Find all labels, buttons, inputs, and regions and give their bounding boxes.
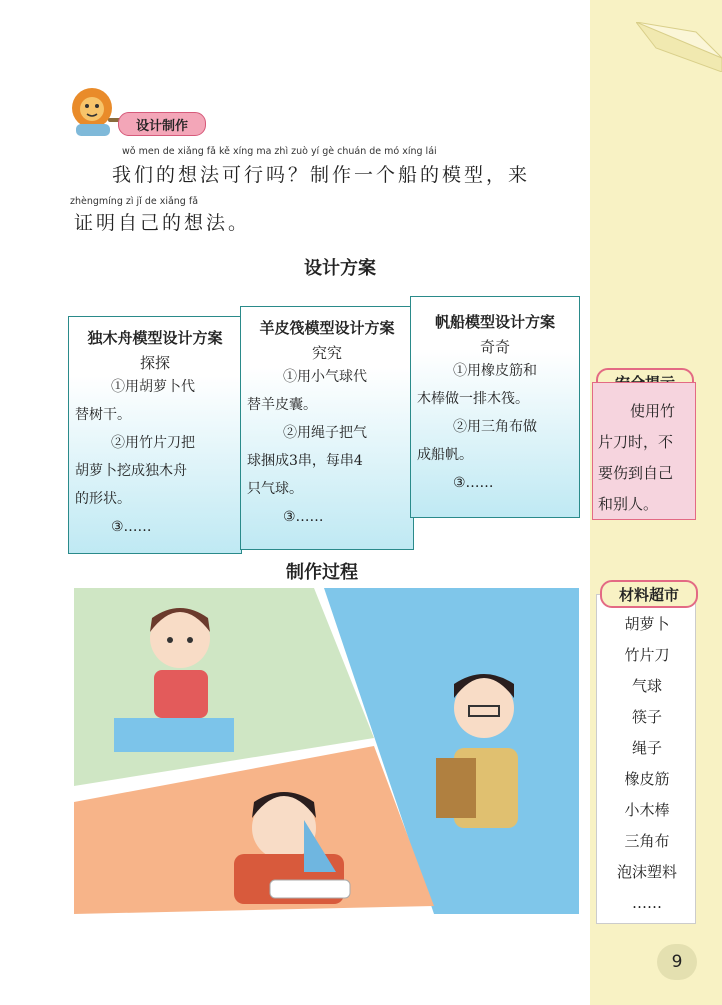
plan-line: ②用绳子把气 [283, 425, 367, 441]
material-item: …… [632, 894, 662, 912]
materials-market-label: 材料超市 [600, 580, 698, 608]
plan-line: 替树干。 [75, 407, 131, 423]
plan-title: 帆船模型设计方案 [434, 313, 555, 331]
materials-market-box [596, 594, 696, 924]
safety-line: 要伤到自己 [598, 464, 674, 482]
plan-line: ①用胡萝卜代 [111, 379, 195, 395]
design-plan-heading: 设计方案 [304, 258, 376, 279]
material-item: 绳子 [631, 739, 662, 757]
plan-line: ①用橡皮筋和 [453, 363, 537, 379]
intro-text-1: 我们的想法可行吗？制作一个船的模型，来 [112, 164, 531, 186]
intro-pinyin-1: wǒ men de xiǎng fǎ kě xíng ma zhì zuò yí gè chuán de mó xíng lái [122, 146, 437, 157]
plan-line: 的形状。 [75, 491, 131, 507]
plan-card-raft [240, 306, 414, 550]
safety-line: 片刀时，不 [598, 433, 674, 451]
plan-line: ③…… [111, 519, 152, 535]
plan-line: 球捆成3串，每串4 [247, 453, 363, 469]
safety-line: 和别人。 [598, 495, 659, 513]
plan-line: 成船帆。 [417, 447, 473, 463]
safety-tips-text [598, 396, 692, 520]
plan-author: 探探 [139, 354, 170, 372]
plan-title: 独木舟模型设计方案 [87, 329, 223, 347]
plan-line: 胡萝卜挖成独木舟 [75, 463, 187, 479]
plan-author: 究究 [311, 344, 342, 362]
material-item: 泡沫塑料 [616, 863, 677, 881]
material-item: 橡皮筋 [624, 770, 670, 788]
plan-line: ③…… [283, 509, 324, 525]
plan-card-canoe [68, 316, 242, 554]
plan-card-sailboat [410, 296, 580, 518]
making-process-illustration [74, 588, 584, 914]
intro-text-2: 证明自己的想法。 [74, 212, 251, 234]
plan-line: 只气球。 [247, 481, 303, 497]
intro-pinyin-2: zhèngmíng zì jǐ de xiǎng fǎ [70, 196, 199, 207]
plan-line: 木棒做一排木筏。 [417, 391, 529, 407]
material-item: 三角布 [624, 832, 670, 850]
plan-line: ③…… [453, 475, 494, 491]
plan-title: 羊皮筏模型设计方案 [259, 319, 395, 337]
section-badge: 设计制作 [118, 112, 206, 136]
material-item: 小木棒 [624, 801, 670, 819]
plan-line: ①用小气球代 [283, 369, 367, 385]
process-heading: 制作过程 [286, 562, 358, 583]
material-item: 气球 [631, 677, 662, 695]
plan-author: 奇奇 [479, 338, 510, 356]
material-item: 筷子 [631, 708, 662, 726]
material-item: 胡萝卜 [624, 615, 670, 633]
page-corner-fold [636, 22, 722, 72]
plan-line: ②用竹片刀把 [111, 435, 195, 451]
plan-line: 替羊皮囊。 [247, 397, 317, 413]
safety-line: 使用竹 [630, 402, 676, 420]
material-item: 竹片刀 [624, 646, 670, 664]
plan-line: ②用三角布做 [453, 419, 537, 435]
page-number: 9 [657, 944, 697, 980]
